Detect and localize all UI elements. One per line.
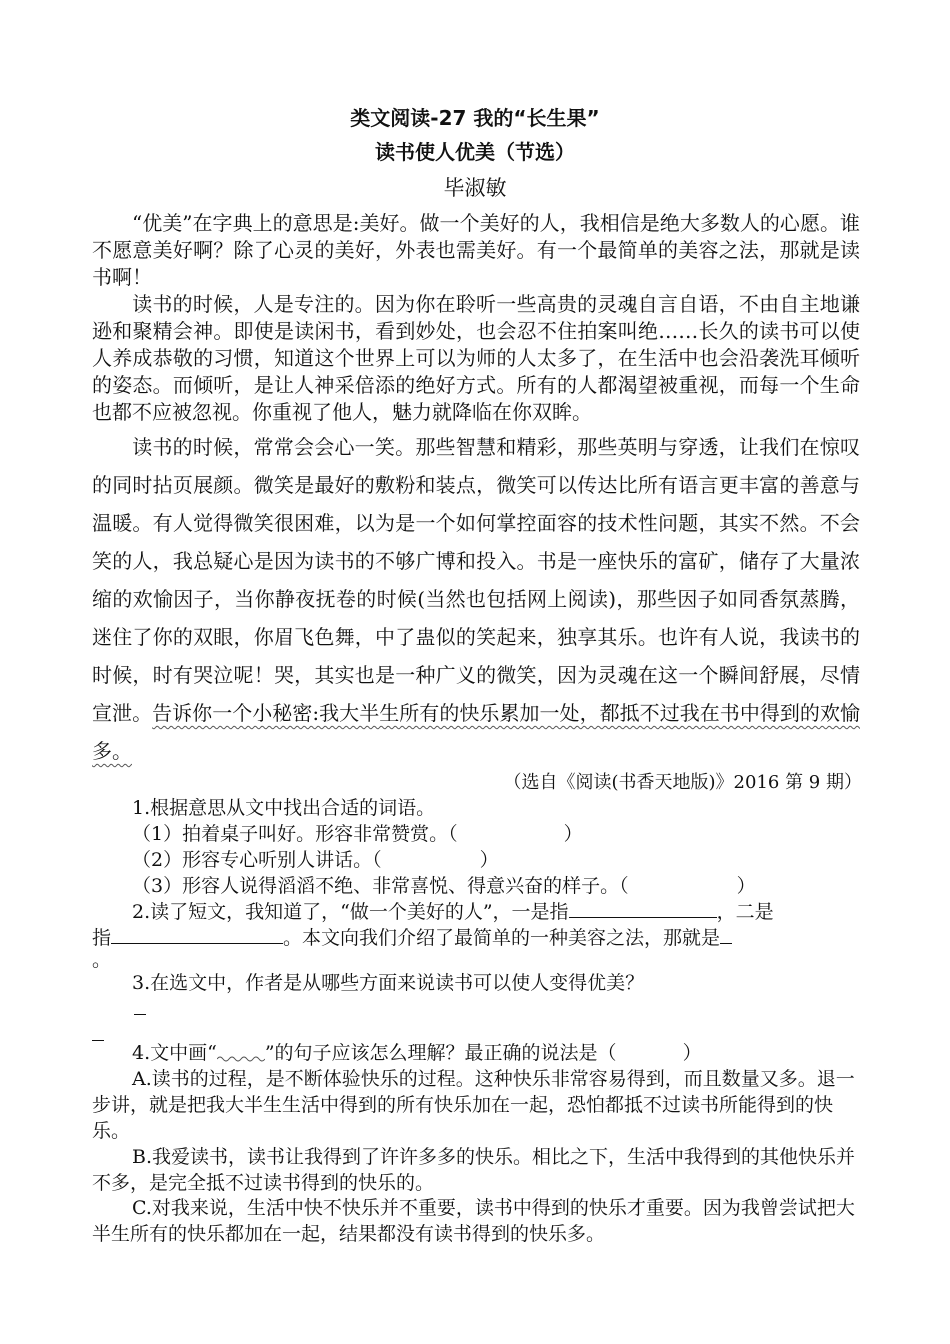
- q1-item-3-close: ）: [736, 875, 756, 897]
- q3-answer-line-1[interactable]: [134, 996, 146, 1015]
- q2-text-part-2: ，二是: [716, 901, 774, 923]
- wavy-line-icon: [217, 1055, 265, 1063]
- option-a: [92, 1066, 860, 1144]
- q1-item-3-text: （3）形容人说得滔滔不绝、非常喜悦、得意兴奋的样子。（: [132, 875, 629, 897]
- q2-end-mark: 。: [92, 949, 112, 971]
- question-4: [92, 1040, 860, 1067]
- article-paragraph-1: [92, 210, 860, 291]
- article-title: 读书使人优美（节选）: [375, 140, 575, 164]
- question-2-line-1: [92, 899, 860, 925]
- option-c: [92, 1195, 860, 1247]
- wavy-underlined-sentence: 告诉你一个小秘密:我大半生所有的快乐累加一处，都抵不过我在书中得到的欢愉多。: [92, 701, 860, 763]
- paragraph-1-text: “优美”在字典上的意思是:美好。做一个美好的人，我相信是绝大多数人的心愿。谁不愿意美好啊？除了心灵的美好，外表也需美好。有一个最简单的美容之法，那就是读书啊！: [92, 211, 860, 289]
- q4-text-part-1: 4.文中画“: [132, 1042, 217, 1064]
- option-b-text: B.我爱读书，读书让我得到了许许多多的快乐。相比之下，生活中我得到的其他快乐并不多，是完全抵不过读书得到的快乐的。: [92, 1146, 856, 1194]
- q4-text-part-3: ）: [682, 1042, 702, 1064]
- q1-item-1-text: （1）拍着桌子叫好。形容非常赞赏。（: [132, 823, 458, 845]
- q2-blank-1[interactable]: [569, 899, 717, 918]
- q2-text-part-4: 。本文向我们介绍了最简单的一种美容之法，那就是: [283, 927, 721, 949]
- article-author: 毕淑敏: [443, 176, 507, 200]
- article-source: （选自《阅读(书香天地版)》2016 第 9 期）: [503, 772, 862, 793]
- question-1-item-2: [92, 847, 860, 873]
- article-paragraph-3: [92, 428, 860, 770]
- q1-item-2-close: ）: [479, 849, 499, 871]
- question-1-text: 1.根据意思从文中找出合适的词语。: [132, 797, 436, 819]
- question-3: [92, 970, 860, 996]
- q1-item-1-close: ）: [563, 823, 583, 845]
- q4-text-part-2: ”的句子应该怎么理解？最正确的说法是（: [264, 1042, 617, 1064]
- option-b: [92, 1144, 860, 1196]
- question-1-item-1: [92, 821, 860, 847]
- q3-answer-line-2[interactable]: [92, 1022, 104, 1041]
- question-1-stem: [92, 795, 860, 821]
- option-a-text: A.读书的过程，是不断体验快乐的过程。这种快乐非常容易得到，而且数量又多。退一步讲，就是把我大半生生活中得到的所有快乐加在一起，恐怕都抵不过读书所能得到的快乐。: [92, 1068, 855, 1142]
- q2-blank-3[interactable]: [720, 925, 732, 944]
- q2-text-part-3: 指: [92, 927, 112, 949]
- q2-blank-2[interactable]: [111, 925, 283, 944]
- article-paragraph-2: [92, 291, 860, 426]
- q4-wavy-marker: [217, 1040, 265, 1067]
- q2-text-part-1: 2.读了短文，我知道了，“做一个美好的人”，一是指: [132, 901, 569, 923]
- question-1-item-3: [92, 873, 860, 899]
- paragraph-2-text: 读书的时候，人是专注的。因为你在聆听一些高贵的灵魂自言自语，不由自主地谦逊和聚精会神。即使是读闲书，看到妙处，也会忍不住拍案叫绝……长久的读书可以使人养成恭敬的习惯，知道这个世界上可以为师的人太多了，在生活中也会沿袭洗耳倾听的姿态。而倾听，是让人神采倍添的绝好方式。所有的人都渴望被重视，而每一个生命也都不应被忽视。你重视了他人，魅力就降临在你双眸。: [92, 292, 860, 424]
- worksheet-title: 类文阅读-27 我的“长生果”: [350, 106, 600, 130]
- option-c-text: C.对我来说，生活中快不快乐并不重要，读书中得到的快乐才重要。因为我曾尝试把大半生所有的快乐都加在一起，结果都没有读书得到的快乐多。: [92, 1197, 855, 1245]
- q3-text: 3.在选文中，作者是从哪些方面来说读书可以使人变得优美？: [132, 972, 645, 994]
- paragraph-3-text: 读书的时候，常常会会心一笑。那些智慧和精彩，那些英明与穿透，让我们在惊叹的同时拈页展颜。微笑是最好的敷粉和装点，微笑可以传达比所有语言更丰富的善意与温暖。有人觉得微笑很困难，以为是一个如何掌控面容的技术性问题，其实不然。不会笑的人，我总疑心是因为读书的不够广博和投入。书是一座快乐的富矿，储存了大量浓缩的欢愉因子，当你静夜抚卷的时候(当然也包括网上阅读)，那些因子如同香氛蒸腾，迷住了你的双眼，你眉飞色舞，中了蛊似的笑起来，独享其乐。也许有人说，我读书的时候，时有哭泣呢！哭，其实也是一种广义的微笑，因为灵魂在这一个瞬间舒展，尽情宣泄。: [92, 435, 860, 725]
- q1-item-2-text: （2）形容专心听别人讲话。（: [132, 849, 382, 871]
